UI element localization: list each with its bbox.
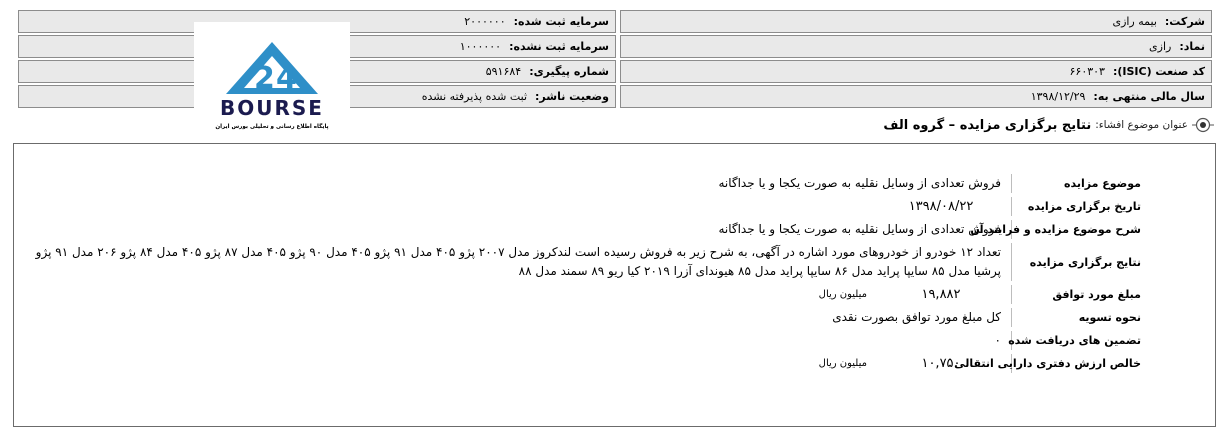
settlement-field-value: کل مبلغ مورد توافق بصورت نقدی bbox=[832, 310, 1001, 324]
detail-row-book-value bbox=[23, 354, 1143, 373]
symbol-value: رازی bbox=[1149, 40, 1172, 53]
guarantee-field-value: ۰ bbox=[994, 333, 1001, 347]
publisher-status-label: وضعیت ناشر: bbox=[535, 90, 609, 103]
date-field-value: ۱۳۹۸/۰۸/۲۲ bbox=[908, 199, 974, 214]
tracking-label: شماره پیگیری: bbox=[529, 65, 609, 78]
amount-field-value: ۱۹,۸۸۲ bbox=[921, 287, 961, 302]
logo-digit-2: 2 bbox=[254, 61, 275, 96]
logo-brand: BOURSE bbox=[220, 96, 324, 120]
detail-row-date bbox=[23, 197, 1143, 216]
isic-value: ۶۶۰۳۰۳ bbox=[1069, 65, 1105, 78]
detail-row-amount bbox=[23, 285, 1143, 304]
subject-field-value: فروش تعدادی از وسایل نقلیه به صورت یکجا و یا جداگانه bbox=[718, 176, 1001, 190]
unregistered-capital-value: ۱۰۰۰۰۰۰ bbox=[459, 40, 502, 53]
detail-row-settlement bbox=[23, 308, 1143, 327]
company-label: شرکت: bbox=[1164, 15, 1205, 28]
subject-field-label: موضوع مزایده bbox=[1011, 174, 1143, 193]
date-field-label: تاریخ برگزاری مزایده bbox=[1011, 197, 1143, 216]
logo-digit-4: 4 bbox=[276, 61, 297, 96]
logo-tagline: پایگاه اطلاع رسانی و تحلیلی بورس ایران bbox=[215, 124, 329, 130]
isic-row bbox=[620, 60, 1212, 83]
registered-capital-value: ۲۰۰۰۰۰۰ bbox=[464, 15, 506, 28]
unregistered-capital-label: سرمایه ثبت نشده: bbox=[509, 40, 609, 53]
bourse-logo-graphic bbox=[194, 22, 350, 134]
description-field-value: فروش تعدادی از وسایل نقلیه به صورت یکجا و یا جداگانه bbox=[718, 222, 1001, 236]
detail-row-subject bbox=[23, 174, 1143, 193]
details-list bbox=[23, 174, 1143, 377]
registered-capital-label: سرمایه ثبت شده: bbox=[513, 15, 609, 28]
book-value-field-value: ۱۰,۷۵۰ bbox=[921, 356, 961, 371]
detail-row-description bbox=[23, 220, 1143, 239]
fiscal-label: سال مالی منتهی به: bbox=[1093, 90, 1205, 103]
results-field-value: تعداد ۱۲ خودرو از خودروهای مورد اشاره در آگهی، به شرح زیر به فروش رسیده است لندکروز مدل ۲۰۰۷ پژو ۴۰۵ مدل ۹۱ پژو ۴۰۵ مدل ۹۰ پژو ۴۰۵ مدل ۸۷ پژو ۴۰۵ مدل ۸۴ پژو ۲۰۶ مدل ۹۱ پژو پرشیا مدل ۸۵ سایپا پراید مدل ۸۶ سایپا پراید مدل ۸۵ هیوندای آزرا ۲۰۱۹ کیا ریو ۸۹ سمند مدل ۸۸ bbox=[35, 245, 1001, 278]
bourse-logo bbox=[194, 22, 350, 134]
detail-row-results bbox=[23, 243, 1143, 281]
disclosure-subject bbox=[883, 114, 1214, 136]
company-value: بیمه رازی bbox=[1112, 15, 1157, 28]
amount-unit: میلیون ریال bbox=[818, 289, 867, 300]
tracking-value: ۵۹۱۶۸۴ bbox=[485, 65, 522, 78]
book-value-unit: میلیون ریال bbox=[818, 358, 867, 369]
description-field-label: شرح موضوع مزایده و فرایند آن bbox=[1011, 220, 1143, 239]
subject-title: نتایج برگزاری مزایده – گروه الف bbox=[883, 117, 1092, 133]
auction-details-panel bbox=[13, 143, 1216, 427]
symbol-row bbox=[620, 35, 1212, 58]
publisher-status-value: ثبت شده پذیرفته نشده bbox=[421, 90, 528, 103]
fiscal-row bbox=[620, 85, 1212, 108]
guarantee-field-label: تضمین های دریافت شده bbox=[1011, 331, 1143, 350]
book-value-field-label: خالص ارزش دفتری دارایی انتقالی bbox=[1011, 354, 1143, 373]
detail-row-guarantee bbox=[23, 331, 1143, 350]
fiscal-value: ۱۳۹۸/۱۲/۲۹ bbox=[1030, 90, 1086, 103]
symbol-label: نماد: bbox=[1179, 40, 1205, 53]
amount-field-label: مبلغ مورد توافق bbox=[1011, 285, 1143, 304]
settlement-field-label: نحوه تسویه bbox=[1011, 308, 1143, 327]
company-row bbox=[620, 10, 1212, 33]
results-field-label: نتایج برگزاری مزایده bbox=[1011, 243, 1143, 281]
isic-label: کد صنعت (ISIC): bbox=[1112, 65, 1205, 78]
subject-label: عنوان موضوع افشاء: bbox=[1095, 119, 1188, 131]
target-icon bbox=[1192, 114, 1214, 136]
